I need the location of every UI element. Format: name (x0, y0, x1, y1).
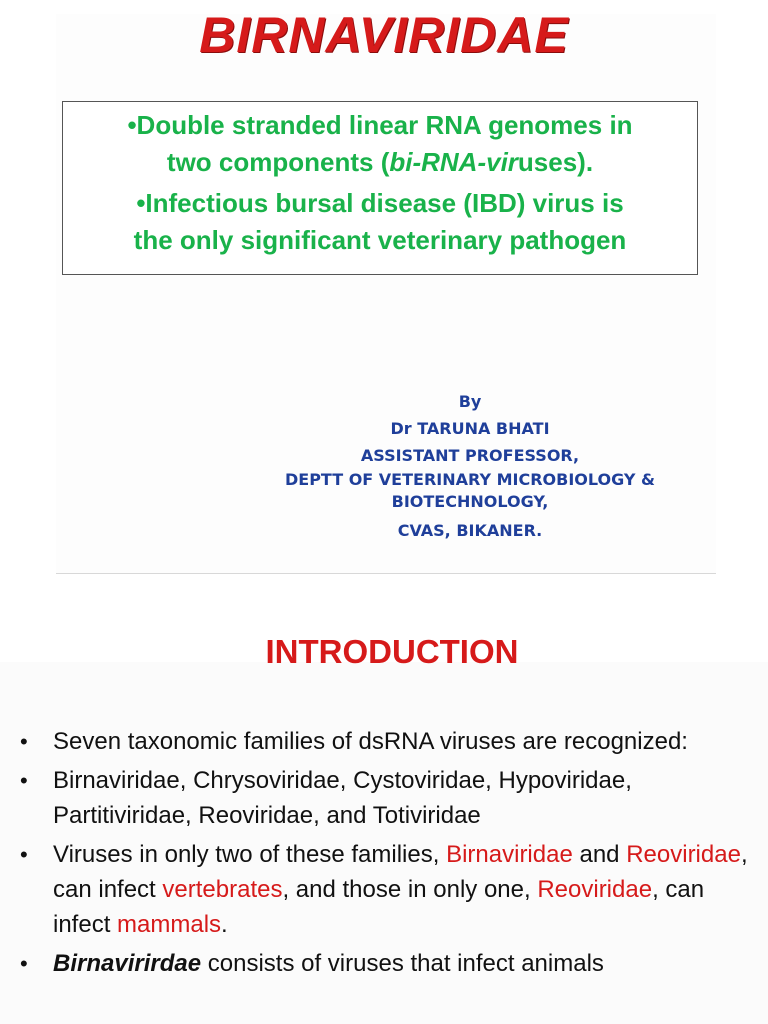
summary-box (62, 101, 698, 275)
highlight-reoviridae: Reoviridae (537, 876, 653, 903)
summary-bullet-2-line1: •Infectious bursal disease (IBD) virus is (136, 188, 624, 218)
summary-bullet-1-line2-pre: two components ( (166, 147, 390, 177)
author-designation: ASSISTANT PROFESSOR, (360, 446, 580, 465)
highlight-reoviridae: Reoviridae (626, 841, 741, 868)
family-name-emphasis: Birnavirirdae (53, 950, 202, 977)
summary-bullet-1 (63, 107, 697, 181)
introduction-bullet-list (20, 724, 768, 985)
list-item-text-part: , can infect (53, 876, 705, 938)
list-item (20, 724, 768, 759)
summary-bullet-2-line2: the only significant veterinary pathogen (133, 225, 627, 255)
list-item-text-part: and (572, 841, 627, 868)
list-item (20, 763, 768, 833)
highlight-birnaviridae: Birnaviridae (446, 841, 573, 868)
list-item-text-part: Viruses in only two of these families, (53, 841, 447, 868)
author-by: By (458, 392, 482, 411)
author-name: Dr TARUNA BHATI (390, 419, 550, 438)
summary-bullet-1-line1: •Double stranded linear RNA genomes in (127, 110, 633, 140)
bullet-dot: • (20, 842, 28, 867)
summary-bullet-1-line2-post: uses). (517, 147, 594, 177)
list-item (20, 946, 768, 981)
author-department (230, 469, 710, 513)
bullet-dot: • (20, 768, 28, 793)
list-item-text: Birnaviridae, Chrysoviridae, Cystoviridae, Hypoviridae, Partitiviridae, Reoviridae, and Totiviridae (53, 767, 632, 829)
bullet-dot: • (20, 951, 28, 976)
author-department-line1: DEPTT OF VETERINARY MICROBIOLOGY & (284, 470, 655, 489)
author-block (230, 388, 710, 544)
summary-bullet-1-emphasis: bi-RNA-vir (389, 147, 518, 177)
introduction-heading: INTRODUCTION (265, 633, 519, 670)
list-item-text-part: . (221, 911, 228, 938)
list-item-text-part: , and those in only one, (282, 876, 538, 903)
list-item-text-part: consists of viruses that infect animals (201, 950, 604, 977)
highlight-vertebrates: vertebrates (162, 876, 283, 903)
list-item (20, 837, 768, 942)
list-item-text-part: , can infect (53, 841, 748, 903)
highlight-mammals: mammals (117, 911, 222, 938)
list-item-text: Seven taxonomic families of dsRNA viruses are recognized: (53, 728, 688, 755)
slide-divider (56, 573, 716, 574)
author-institute: CVAS, BIKANER. (397, 521, 543, 540)
bullet-dot: • (20, 729, 28, 754)
summary-bullet-2 (63, 185, 697, 259)
author-department-line2: BIOTECHNOLOGY, (391, 492, 549, 511)
slide-title-heading: BIRNAVIRIDAE (199, 7, 569, 63)
